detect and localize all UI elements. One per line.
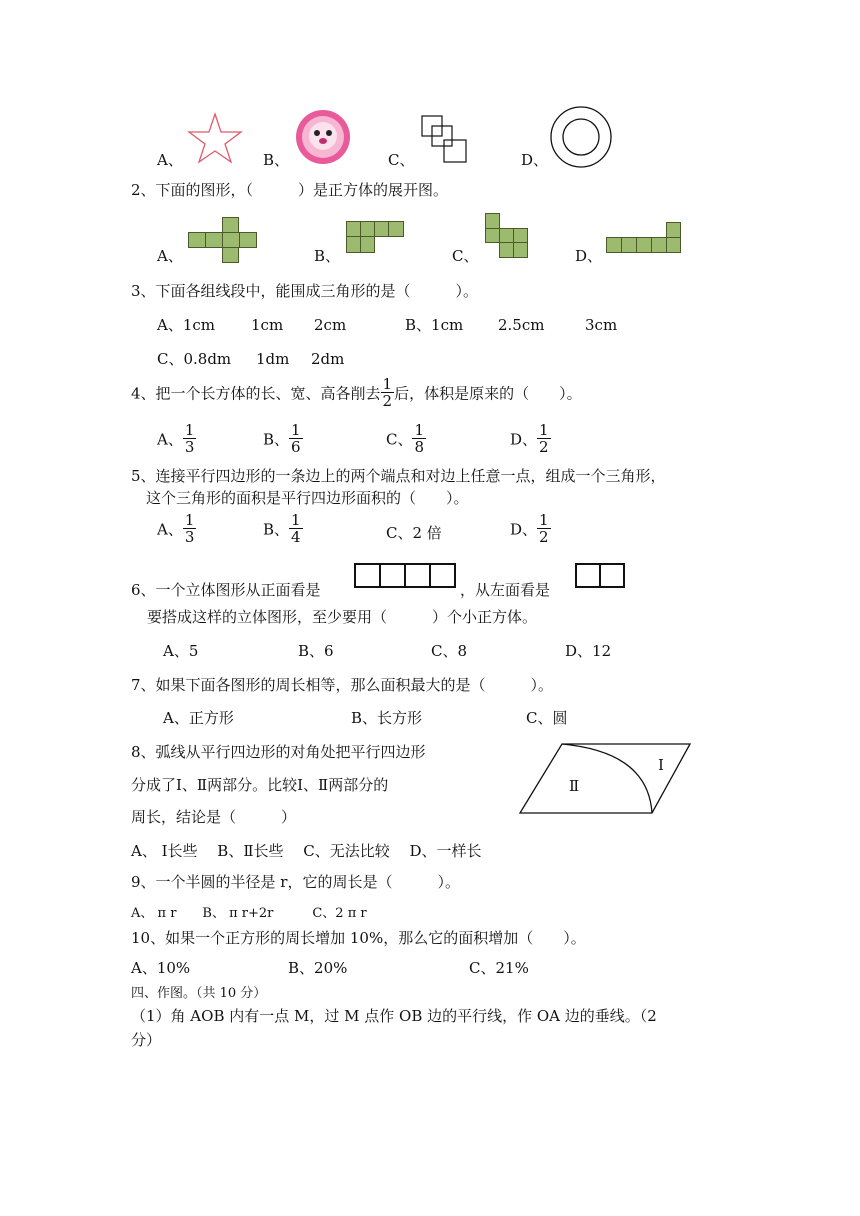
q4-option-b[interactable]: B、 $\frac{1}{6}$ [263,421,301,456]
q6-stem-part2: ，从左面看是 [460,581,551,599]
q6-option-b[interactable]: B、6 [298,642,334,660]
q5-option-d[interactable]: D、 $\frac{1}{2}$ [510,511,549,546]
q1-option-a[interactable]: A、 [157,151,183,169]
lion-face-figure [294,108,352,166]
section-four-task-line2: 分） [131,1031,162,1049]
q8-stem-line3: 周长，结论是（ ） [131,808,297,826]
q3-option-c[interactable]: C、0.8dm [157,350,232,368]
concentric-circles-figure [548,104,614,170]
q6-option-a[interactable]: A、5 [163,642,199,660]
q4-option-d[interactable]: D、 $\frac{1}{2}$ [510,421,549,456]
q3-b-length-2: 2.5cm [498,316,545,334]
q3-a-length-3: 2cm [314,316,347,334]
q2-stem: 2、下面的图形，（ ）是正方体的展开图。 [131,181,449,199]
q5-option-b[interactable]: B、 $\frac{1}{4}$ [263,511,301,546]
q6-option-c[interactable]: C、8 [431,642,468,660]
q4-option-a[interactable]: A、 $\frac{1}{3}$ [157,421,195,456]
q5-option-c[interactable]: C、2 倍 [386,524,442,542]
q2-option-b[interactable]: B、 [314,247,341,265]
q3-option-a[interactable]: A、1cm [157,316,216,334]
front-view-figure [354,563,456,589]
q4-option-c[interactable]: C、 $\frac{1}{8}$ [386,421,425,456]
q3-c-length-2: 1dm [256,350,290,368]
q6-stem-part1: 6、一个立体图形从正面看是 [131,581,321,599]
overlapping-squares-figure [420,114,470,166]
q3-b-length-3: 3cm [585,316,618,334]
q10-stem: 10、如果一个正方形的周长增加 10%，那么它的面积增加（ ）。 [131,929,586,947]
q1-option-b[interactable]: B、 [263,151,290,169]
left-view-figure [575,563,627,589]
q2-option-a[interactable]: A、 [157,247,183,265]
q8-region-two-label: Ⅱ [569,777,580,795]
q3-a-length-2: 1cm [251,316,284,334]
q10-option-a[interactable]: A、10% [131,959,191,977]
q2-option-d[interactable]: D、 [575,247,603,265]
q7-option-b[interactable]: B、长方形 [351,709,423,727]
q10-option-c[interactable]: C、21% [469,959,529,977]
q1-option-d[interactable]: D、 [521,151,549,169]
section-four-task-line1: （1）角 AOB 内有一点 M，过 M 点作 OB 边的平行线，作 OA 边的垂线。（2 [131,1007,657,1025]
q5-stem-line2: 这个三角形的面积是平行四边形面积的（ ）。 [146,489,469,507]
q7-stem: 7、如果下面各图形的周长相等，那么面积最大的是（ ）。 [131,676,554,694]
star-figure [186,112,246,162]
q8-options[interactable]: A、 Ⅰ长些 B、Ⅱ长些 C、无法比较 D、一样长 [131,842,482,860]
q8-stem-line1: 8、弧线从平行四边形的对角处把平行四边形 [131,743,426,761]
q8-stem-line2: 分成了Ⅰ、Ⅱ两部分。比较Ⅰ、Ⅱ两部分的 [131,776,389,794]
q8-region-one-label: Ⅰ [658,756,664,774]
q10-option-b[interactable]: B、20% [288,959,348,977]
q5-option-a[interactable]: A、 $\frac{1}{3}$ [157,511,195,546]
parallelogram-arc-figure [518,742,694,816]
q1-option-c[interactable]: C、 [388,151,415,169]
q3-option-b[interactable]: B、1cm [405,316,464,334]
q7-option-a[interactable]: A、正方形 [163,709,234,727]
section-four-title: 四、作图。（共 10 分） [131,986,267,1001]
q2-option-c[interactable]: C、 [452,247,479,265]
q6-stem-line2: 要搭成这样的立体图形，至少要用（ ）个小正方体。 [147,608,538,626]
q4-stem: 4、把一个长方体的长、宽、高各削去 $\frac{1}{2}$ 后，体积是原来的（ ）。 [131,375,582,410]
q7-option-c[interactable]: C、圆 [526,709,568,727]
q5-stem-line1: 5、连接平行四边形的一条边上的两个端点和对边上任意一点，组成一个三角形， [131,467,666,485]
q3-stem: 3、下面各组线段中，能围成三角形的是（ ）。 [131,282,479,300]
q9-stem: 9、一个半圆的半径是 r，它的周长是（ ）。 [131,873,460,891]
q3-c-length-3: 2dm [311,350,345,368]
q6-option-d[interactable]: D、12 [565,642,612,660]
q9-options[interactable]: A、 π r B、 π r+2r C、2 π r [131,906,367,921]
q4-stem-fraction: $\frac{1}{2}$ [382,375,393,410]
